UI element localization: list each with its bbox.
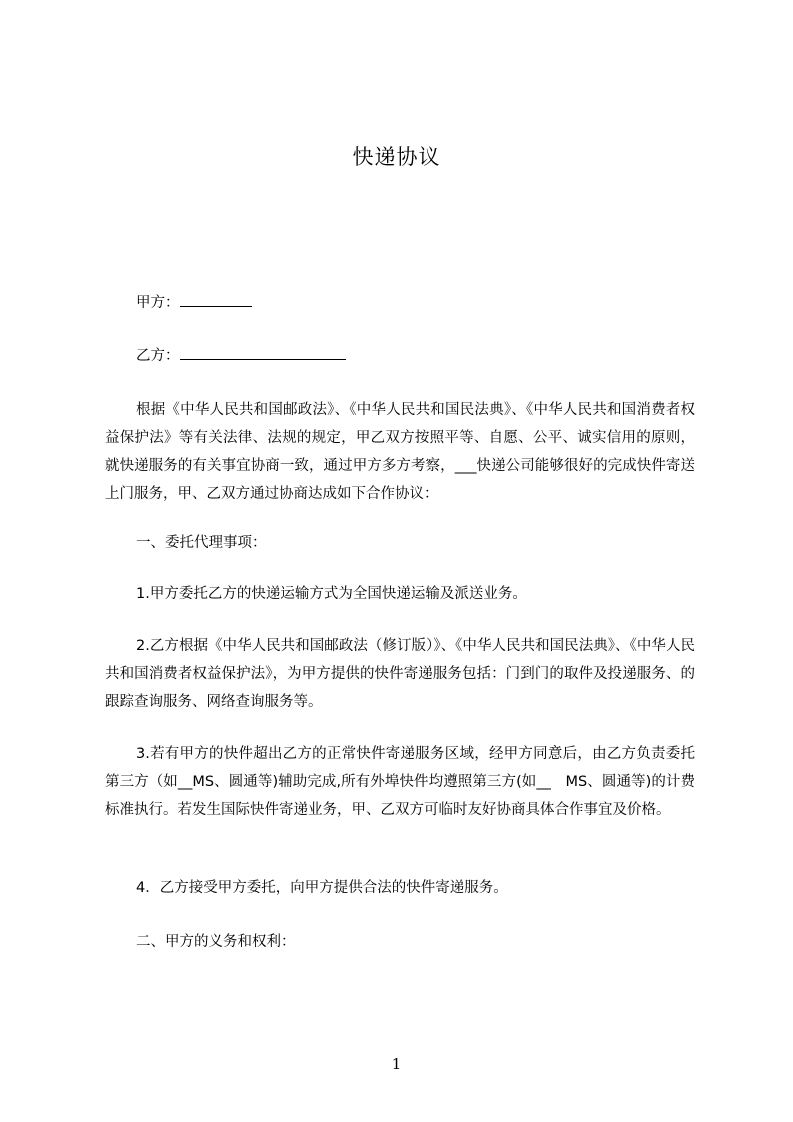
party-b-label: 乙方： (136, 348, 180, 364)
section2-heading: 二、甲方的义务和权利： (136, 934, 296, 950)
party-a-label: 甲方： (136, 295, 180, 311)
item-4: 4．乙方接受甲方委托，向甲方提供合法的快件寄递服务。 (136, 880, 508, 896)
party-a-blank (180, 292, 252, 307)
item-1: 1.甲方委托乙方的快递运输方式为全国快递运输及派送业务。 (136, 586, 527, 602)
intro-paragraph: 根据《中华人民共和国邮政法》、《中华人民共和国民法典》、《中华人民共和国消费者权益保护法》等有关法律、法规的规定，甲乙双方按照平等、自愿、公平、诚实信用的原则，就快递服务的有关事宜协商一致，通过甲方多方考察，___快递公司能够很好的完成快件寄送上门服务，甲、乙双方通过协商达成如下合作协议： (105, 402, 695, 502)
document-title: 快递协议 (352, 145, 441, 169)
party-a-line (136, 292, 252, 313)
section1-heading: 一、委托代理事项： (136, 535, 267, 551)
party-b-blank (180, 345, 346, 360)
page-number: 1 (391, 1055, 402, 1073)
party-b-line (136, 345, 346, 366)
item-2: 2.乙方根据《中华人民共和国邮政法（修订版）》、《中华人民共和国民法典》、《中华人民共和国消费者权益保护法》，为甲方提供的快件寄递服务包括：门到门的取件及投递服务、的跟踪查询服务、网络查询服务等。 (105, 638, 695, 710)
item-3: 3.若有甲方的快件超出乙方的正常快件寄递服务区域，经甲方同意后，由乙方负责委托第三方（如__MS、圆通等)辅助完成,所有外埠快件均遵照第三方(如__ MS、圆通等)的计费标准执行。若发生国际快件寄递业务，甲、乙双方可临时友好协商具体合作事宜及价格。 (105, 746, 695, 818)
